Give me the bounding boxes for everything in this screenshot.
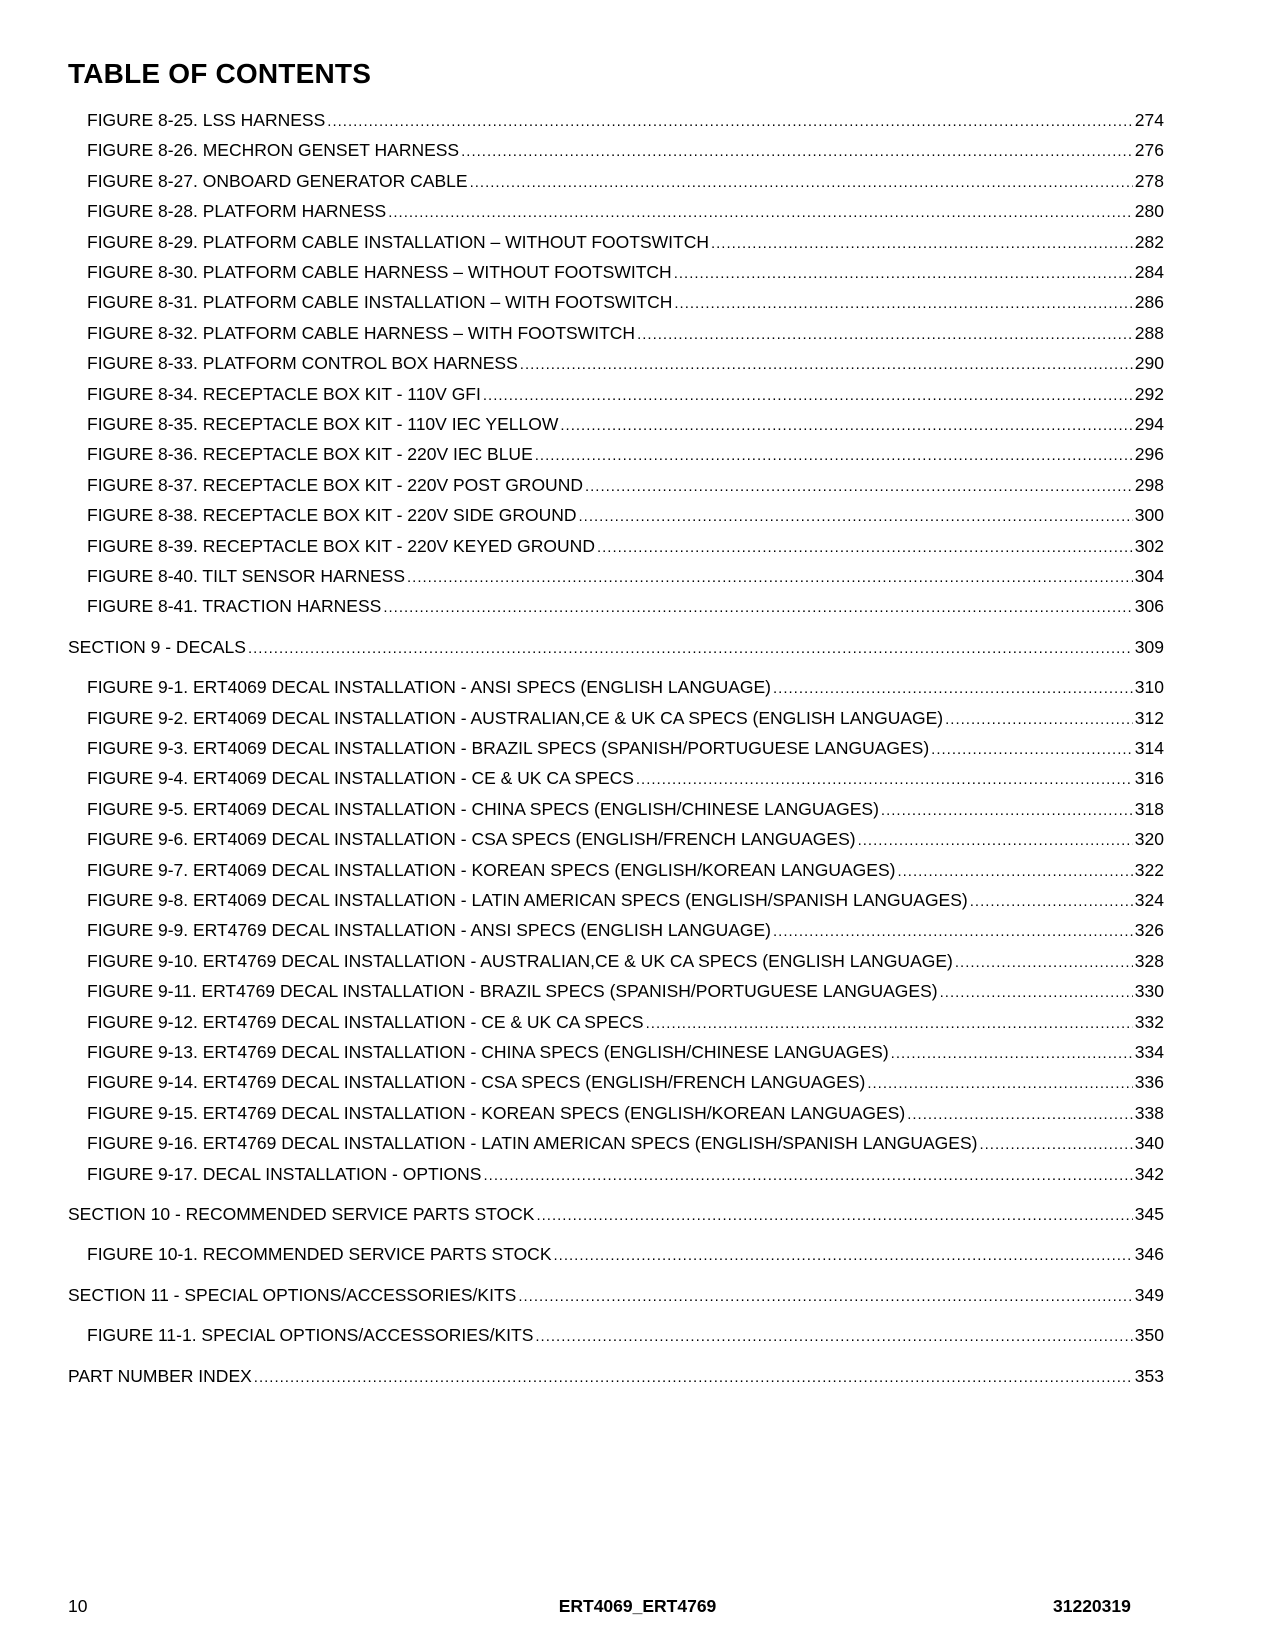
toc-dot-leader <box>637 324 1133 346</box>
toc-entry-label: FIGURE 9-11. ERT4769 DECAL INSTALLATION - BRAZIL SPECS (SPANISH/PORTUGUESE LANGUAGES) <box>87 981 938 1002</box>
toc-dot-leader <box>646 1013 1133 1035</box>
toc-entry-page: 336 <box>1134 1072 1164 1093</box>
toc-figure-entry[interactable] <box>87 950 1164 972</box>
toc-dot-leader <box>407 567 1133 589</box>
toc-dot-leader <box>535 1326 1132 1348</box>
toc-entry-page: 288 <box>1134 322 1164 343</box>
toc-dot-leader <box>891 1043 1133 1065</box>
page-title: TABLE OF CONTENTS <box>68 58 372 89</box>
toc-entry-page: 304 <box>1134 566 1164 586</box>
toc-entry-page: 326 <box>1134 920 1164 941</box>
toc-entry-label: FIGURE 8-33. PLATFORM CONTROL BOX HARNESS <box>87 353 518 374</box>
toc-entry-page: 282 <box>1134 231 1164 252</box>
toc-entry-page: 276 <box>1134 140 1164 161</box>
toc-figure-entry[interactable] <box>87 1132 1164 1154</box>
toc-figure-entry[interactable] <box>87 919 1164 941</box>
toc-entry-page: 350 <box>1134 1325 1164 1346</box>
toc-entry-page: 312 <box>1134 707 1164 728</box>
toc-dot-leader <box>254 1367 1133 1389</box>
toc-entry-page: 324 <box>1134 890 1164 910</box>
toc-entry-label: FIGURE 8-35. RECEPTACLE BOX KIT - 110V IEC YELLOW <box>87 414 559 434</box>
toc-entry-page: 316 <box>1134 768 1164 789</box>
toc-dot-leader <box>674 293 1132 315</box>
toc-dot-leader <box>858 830 1133 852</box>
toc-dot-leader <box>674 263 1133 285</box>
toc-entry-label: FIGURE 11-1. SPECIAL OPTIONS/ACCESSORIES/KITS <box>87 1325 534 1346</box>
toc-entry-page: 309 <box>1134 636 1164 657</box>
toc-entry-page: 334 <box>1134 1042 1164 1062</box>
toc-entry-label: FIGURE 9-4. ERT4069 DECAL INSTALLATION - CE & UK CA SPECS <box>87 768 634 789</box>
toc-figure-entry[interactable] <box>87 413 1164 435</box>
toc-entry-page: 290 <box>1134 353 1164 374</box>
toc-dot-leader <box>867 1073 1132 1095</box>
toc-figure-entry[interactable] <box>87 1071 1164 1093</box>
toc-dot-leader <box>327 111 1133 133</box>
toc-entry-label: FIGURE 8-25. LSS HARNESS <box>87 110 326 130</box>
toc-dot-leader <box>945 709 1133 731</box>
toc-figure-entry[interactable] <box>87 322 1164 344</box>
toc-dot-leader <box>578 506 1132 528</box>
toc-entry-page: 338 <box>1134 1102 1164 1123</box>
toc-dot-leader <box>711 233 1133 255</box>
toc-entry-label: FIGURE 8-36. RECEPTACLE BOX KIT - 220V IEC BLUE <box>87 444 533 465</box>
toc-figure-entry[interactable] <box>87 352 1164 374</box>
toc-entry-label: FIGURE 9-15. ERT4769 DECAL INSTALLATION - KOREAN SPECS (ENGLISH/KOREAN LANGUAGES) <box>87 1102 906 1123</box>
toc-dot-leader <box>560 415 1132 437</box>
toc-figure-entry[interactable] <box>87 261 1164 283</box>
toc-dot-leader <box>773 678 1133 700</box>
toc-dot-leader <box>907 1104 1133 1126</box>
footer-doc-number: 31220319 <box>1053 1596 1131 1616</box>
toc-dot-leader <box>636 769 1133 791</box>
toc-dot-leader <box>773 921 1133 943</box>
toc-dot-leader <box>931 739 1133 761</box>
footer-page-number: 10 <box>68 1596 88 1616</box>
toc-entry-label: FIGURE 9-9. ERT4769 DECAL INSTALLATION - ANSI SPECS (ENGLISH LANGUAGE) <box>87 920 771 941</box>
toc-figure-entry[interactable] <box>87 231 1164 253</box>
toc-figure-entry[interactable] <box>87 980 1164 1002</box>
toc-entry-label: FIGURE 8-31. PLATFORM CABLE INSTALLATION – WITH FOOTSWITCH <box>87 292 673 313</box>
toc-entry-page: 346 <box>1134 1244 1164 1265</box>
toc-entry-label: FIGURE 9-14. ERT4769 DECAL INSTALLATION - CSA SPECS (ENGLISH/FRENCH LANGUAGES) <box>87 1072 866 1093</box>
toc-entry-label: FIGURE 8-38. RECEPTACLE BOX KIT - 220V SIDE GROUND <box>87 505 577 526</box>
toc-dot-leader <box>979 1134 1132 1156</box>
toc-entry-label: FIGURE 8-32. PLATFORM CABLE HARNESS – WITH FOOTSWITCH <box>87 322 636 343</box>
toc-entry-label: FIGURE 9-5. ERT4069 DECAL INSTALLATION - CHINA SPECS (ENGLISH/CHINESE LANGUAGES) <box>87 798 879 819</box>
toc-entry-page: 294 <box>1134 414 1164 434</box>
toc-entry-label: FIGURE 8-37. RECEPTACLE BOX KIT - 220V POST GROUND <box>87 474 583 495</box>
toc-entry-label: FIGURE 8-39. RECEPTACLE BOX KIT - 220V KEYED GROUND <box>87 535 595 556</box>
toc-entry-page: 353 <box>1134 1365 1164 1386</box>
toc-figure-entry[interactable] <box>87 535 1164 557</box>
toc-figure-entry[interactable] <box>87 707 1164 729</box>
toc-figure-entry[interactable] <box>87 1102 1164 1124</box>
toc-entry-page: 314 <box>1134 738 1164 758</box>
toc-entry-label: FIGURE 9-8. ERT4069 DECAL INSTALLATION - LATIN AMERICAN SPECS (ENGLISH/SPANISH LANGUAGES) <box>87 890 968 910</box>
toc-entry-page: 345 <box>1134 1204 1164 1224</box>
toc-figure-entry[interactable] <box>87 1324 1164 1346</box>
toc-dot-leader <box>248 638 1133 660</box>
toc-entry-page: 274 <box>1134 110 1164 130</box>
toc-figure-entry[interactable] <box>87 170 1164 192</box>
toc-figure-entry[interactable] <box>87 828 1164 850</box>
toc-entry-label: FIGURE 9-2. ERT4069 DECAL INSTALLATION - AUSTRALIAN,CE & UK CA SPECS (ENGLISH LANGUAGE) <box>87 707 944 728</box>
toc-figure-entry[interactable] <box>87 200 1164 222</box>
toc-figure-entry[interactable] <box>87 859 1164 881</box>
toc-figure-entry[interactable] <box>87 109 1164 131</box>
toc-figure-entry[interactable] <box>87 767 1164 789</box>
toc-entry-label: SECTION 9 - DECALS <box>68 636 246 657</box>
toc-figure-entry[interactable] <box>87 383 1164 405</box>
toc-dot-leader <box>955 952 1133 974</box>
toc-entry-page: 349 <box>1134 1284 1164 1305</box>
toc-figure-entry[interactable] <box>87 474 1164 496</box>
toc-dot-leader <box>597 537 1133 559</box>
toc-section-entry[interactable] <box>68 1284 1164 1306</box>
toc-entry-label: FIGURE 8-29. PLATFORM CABLE INSTALLATION – WITHOUT FOOTSWITCH <box>87 231 709 252</box>
toc-entry-page: 302 <box>1134 535 1164 556</box>
toc-entry-page: 284 <box>1134 262 1164 282</box>
toc-entry-label: FIGURE 9-1. ERT4069 DECAL INSTALLATION - ANSI SPECS (ENGLISH LANGUAGE) <box>87 677 771 698</box>
toc-entry-label: FIGURE 8-40. TILT SENSOR HARNESS <box>87 566 405 586</box>
toc-figure-entry[interactable] <box>87 676 1164 698</box>
toc-dot-leader <box>536 1205 1132 1227</box>
toc-entry-page: 286 <box>1134 292 1164 313</box>
toc-entry-label: SECTION 11 - SPECIAL OPTIONS/ACCESSORIES/KITS <box>68 1284 517 1305</box>
toc-section-entry[interactable] <box>68 1365 1164 1387</box>
toc-entry-label: FIGURE 8-26. MECHRON GENSET HARNESS <box>87 140 460 161</box>
toc-entry-page: 342 <box>1134 1163 1164 1184</box>
toc-dot-leader <box>970 891 1133 913</box>
toc-entry-page: 330 <box>1134 981 1164 1002</box>
toc-entry-label: FIGURE 8-28. PLATFORM HARNESS <box>87 201 387 222</box>
toc-entry-page: 310 <box>1134 677 1164 698</box>
toc-dot-leader <box>940 982 1133 1004</box>
toc-dot-leader <box>554 1245 1133 1267</box>
toc-dot-leader <box>383 597 1132 619</box>
toc-entry-label: PART NUMBER INDEX <box>68 1365 252 1386</box>
toc-figure-entry[interactable] <box>87 798 1164 820</box>
toc-entry-page: 298 <box>1134 474 1164 495</box>
toc-figure-entry[interactable] <box>87 443 1164 465</box>
toc-entry-label: FIGURE 9-17. DECAL INSTALLATION - OPTIONS <box>87 1163 482 1184</box>
toc-figure-entry[interactable] <box>87 737 1164 759</box>
toc-dot-leader <box>483 1165 1132 1187</box>
toc-dot-leader <box>881 800 1133 822</box>
toc-entry-page: 322 <box>1134 859 1164 880</box>
toc-entry-page: 340 <box>1134 1133 1164 1154</box>
toc-entry-page: 332 <box>1134 1011 1164 1032</box>
toc-entry-page: 296 <box>1134 444 1164 465</box>
toc-dot-leader <box>388 202 1133 224</box>
toc-figure-entry[interactable] <box>87 565 1164 587</box>
toc-figure-entry[interactable] <box>87 1041 1164 1063</box>
footer-model: ERT4069_ERT4769 <box>558 1596 717 1616</box>
toc-dot-leader <box>483 385 1133 407</box>
toc-section-entry[interactable] <box>68 636 1164 658</box>
toc-dot-leader <box>470 172 1133 194</box>
toc-entry-page: 278 <box>1134 170 1164 191</box>
toc-dot-leader <box>897 861 1132 883</box>
toc-dot-leader <box>518 1286 1132 1308</box>
toc-entry-page: 306 <box>1134 596 1164 617</box>
toc-dot-leader <box>585 476 1133 498</box>
toc-entry-page: 300 <box>1134 505 1164 526</box>
toc-entry-label: FIGURE 9-6. ERT4069 DECAL INSTALLATION - CSA SPECS (ENGLISH/FRENCH LANGUAGES) <box>87 829 856 850</box>
toc-entry-label: FIGURE 10-1. RECOMMENDED SERVICE PARTS STOCK <box>87 1244 552 1265</box>
toc-section-entry[interactable] <box>68 1203 1164 1225</box>
toc-figure-entry[interactable] <box>87 1163 1164 1185</box>
toc-entry-label: FIGURE 9-16. ERT4769 DECAL INSTALLATION - LATIN AMERICAN SPECS (ENGLISH/SPANISH LANGUAGES) <box>87 1133 978 1154</box>
toc-figure-entry[interactable] <box>87 504 1164 526</box>
toc-entry-label: SECTION 10 - RECOMMENDED SERVICE PARTS STOCK <box>68 1204 535 1224</box>
toc-entry-label: FIGURE 8-30. PLATFORM CABLE HARNESS – WITHOUT FOOTSWITCH <box>87 262 672 282</box>
toc-figure-entry[interactable] <box>87 1011 1164 1033</box>
toc-entry-page: 318 <box>1134 798 1164 819</box>
toc-entry-label: FIGURE 9-12. ERT4769 DECAL INSTALLATION - CE & UK CA SPECS <box>87 1011 644 1032</box>
toc-entry-label: FIGURE 8-27. ONBOARD GENERATOR CABLE <box>87 170 468 191</box>
toc-entry-label: FIGURE 9-13. ERT4769 DECAL INSTALLATION - CHINA SPECS (ENGLISH/CHINESE LANGUAGES) <box>87 1042 889 1062</box>
toc-figure-entry[interactable] <box>87 1243 1164 1265</box>
toc-figure-entry[interactable] <box>87 889 1164 911</box>
toc-entry-label: FIGURE 9-3. ERT4069 DECAL INSTALLATION - BRAZIL SPECS (SPANISH/PORTUGUESE LANGUAGES) <box>87 738 930 758</box>
toc-figure-entry[interactable] <box>87 139 1164 161</box>
toc-entry-page: 320 <box>1134 829 1164 850</box>
toc-entry-label: FIGURE 8-41. TRACTION HARNESS <box>87 596 382 617</box>
toc-entry-label: FIGURE 9-7. ERT4069 DECAL INSTALLATION - KOREAN SPECS (ENGLISH/KOREAN LANGUAGES) <box>87 859 896 880</box>
toc-entry-page: 292 <box>1134 383 1164 404</box>
toc-figure-entry[interactable] <box>87 291 1164 313</box>
toc-entry-label: FIGURE 8-34. RECEPTACLE BOX KIT - 110V GFI <box>87 383 481 404</box>
toc-dot-leader <box>535 445 1133 467</box>
toc-figure-entry[interactable] <box>87 595 1164 617</box>
toc-entry-label: FIGURE 9-10. ERT4769 DECAL INSTALLATION - AUSTRALIAN,CE & UK CA SPECS (ENGLISH LANGUAGE) <box>87 950 953 971</box>
toc-dot-leader <box>461 141 1133 163</box>
toc-entry-page: 280 <box>1134 201 1164 222</box>
toc-dot-leader <box>520 354 1133 376</box>
toc-entry-page: 328 <box>1134 950 1164 971</box>
